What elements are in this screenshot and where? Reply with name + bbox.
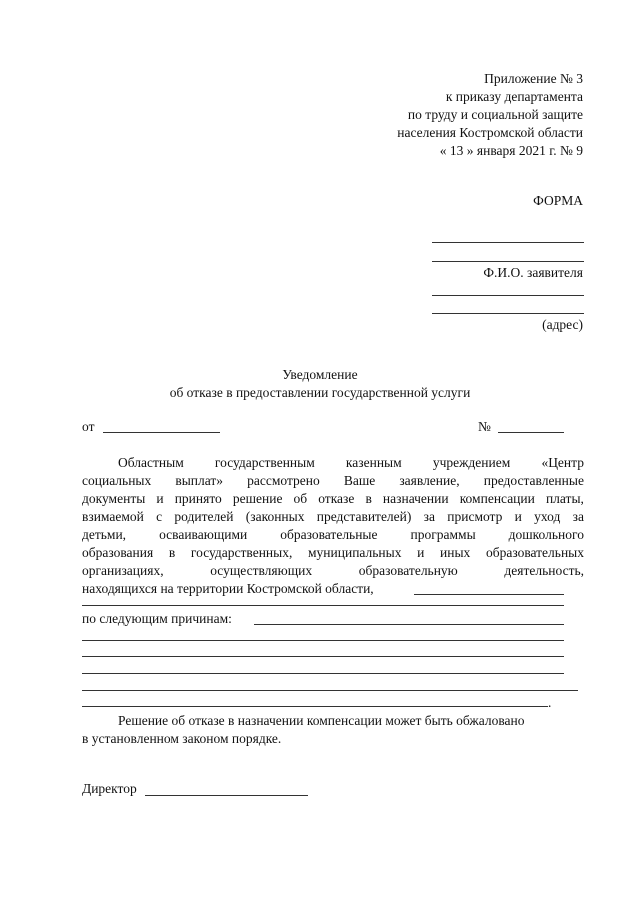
reason-line-1: [82, 640, 564, 641]
word: с: [156, 509, 163, 524]
document-title: Уведомление: [282, 367, 358, 382]
word: и: [417, 545, 425, 560]
word: взимаемой: [82, 509, 144, 524]
body-line-3: [82, 490, 584, 508]
applicant-address-line-2: [432, 313, 584, 314]
word: в: [365, 491, 372, 506]
word: образовательных: [485, 545, 584, 560]
word: компенсации: [459, 491, 535, 506]
word: документы: [82, 491, 146, 506]
word: уход: [534, 509, 561, 524]
word: за: [423, 509, 435, 524]
word: учреждением: [432, 455, 511, 470]
word: государственных,: [190, 545, 293, 560]
word: отказе: [318, 491, 355, 506]
body-line-8-blank: [414, 594, 564, 595]
word: принято: [174, 491, 222, 506]
document-subtitle: об отказе в предоставлении государственной услуги: [169, 385, 471, 400]
appeal-line-1: Решение об отказе в назначении компенсации может быть обжаловано: [118, 713, 525, 728]
applicant-fio-label: Ф.И.О. заявителя: [483, 265, 583, 280]
number-blank: [498, 432, 564, 433]
header-region: населения Костромской области: [397, 125, 583, 140]
reason-line-3: [82, 673, 564, 674]
word: представителей): [316, 509, 412, 524]
word: образовательные: [280, 527, 378, 542]
word: родителей: [174, 509, 234, 524]
date-label: от: [82, 419, 95, 434]
header-appendix-number: Приложение № 3: [484, 71, 583, 86]
form-label: ФОРМА: [533, 193, 583, 208]
body-line-6: [82, 544, 584, 562]
date-blank: [103, 432, 220, 433]
body-line-4: [82, 508, 584, 526]
reason-line-5: [82, 706, 548, 707]
word: решение: [232, 491, 283, 506]
word: деятельность,: [504, 563, 584, 578]
header-order-reference: к приказу департамента: [445, 89, 583, 104]
word: программы: [410, 527, 476, 542]
word: муниципальных: [308, 545, 402, 560]
word: и: [156, 491, 164, 506]
applicant-name-line-1: [432, 242, 584, 243]
blank-line-1: [82, 605, 564, 606]
word: заявление,: [399, 473, 460, 488]
reasons-blank: [254, 624, 564, 625]
reason-line-2: [82, 656, 564, 657]
word: рассмотрено: [247, 473, 320, 488]
reason-line-4: [82, 690, 578, 691]
word: об: [293, 491, 308, 506]
word: организациях,: [82, 563, 164, 578]
appeal-line-2: в установленном законом порядке.: [82, 731, 282, 746]
word: платы,: [545, 491, 584, 506]
header-order-date: « 13 » января 2021 г. № 9: [439, 143, 583, 158]
word: дошкольного: [508, 527, 584, 542]
applicant-address-label: (адрес): [542, 317, 583, 332]
body-line-1: [118, 454, 584, 472]
word: назначении: [382, 491, 449, 506]
header-department-name: по труду и социальной защите: [407, 107, 583, 122]
word: образовательную: [358, 563, 458, 578]
applicant-address-line-1: [432, 295, 584, 296]
word: социальных: [82, 473, 152, 488]
word: предоставленные: [483, 473, 584, 488]
word: выплат»: [175, 473, 224, 488]
word: осуществляющих: [210, 563, 313, 578]
number-label: №: [478, 419, 491, 434]
word: присмотр: [447, 509, 503, 524]
director-label: Директор: [82, 781, 137, 796]
word: детьми,: [82, 527, 127, 542]
word: за: [572, 509, 584, 524]
word: казенным: [345, 455, 402, 470]
word: Ваше: [343, 473, 376, 488]
word: Областным: [118, 455, 184, 470]
reason-period: .: [548, 695, 552, 710]
word: осваивающими: [159, 527, 248, 542]
word: (законных: [245, 509, 305, 524]
reasons-label: по следующим причинам:: [82, 611, 232, 626]
word: в: [168, 545, 176, 560]
word: «Центр: [541, 455, 584, 470]
word: образования: [82, 545, 154, 560]
director-signature-line: [145, 795, 308, 796]
body-line-2: [82, 472, 584, 490]
body-line-7: [82, 562, 584, 580]
word: иных: [440, 545, 471, 560]
word: и: [514, 509, 522, 524]
body-line-5: [82, 526, 584, 544]
applicant-name-line-2: [432, 261, 584, 262]
word: государственным: [214, 455, 315, 470]
body-line-8: находящихся на территории Костромской области,: [82, 581, 374, 596]
